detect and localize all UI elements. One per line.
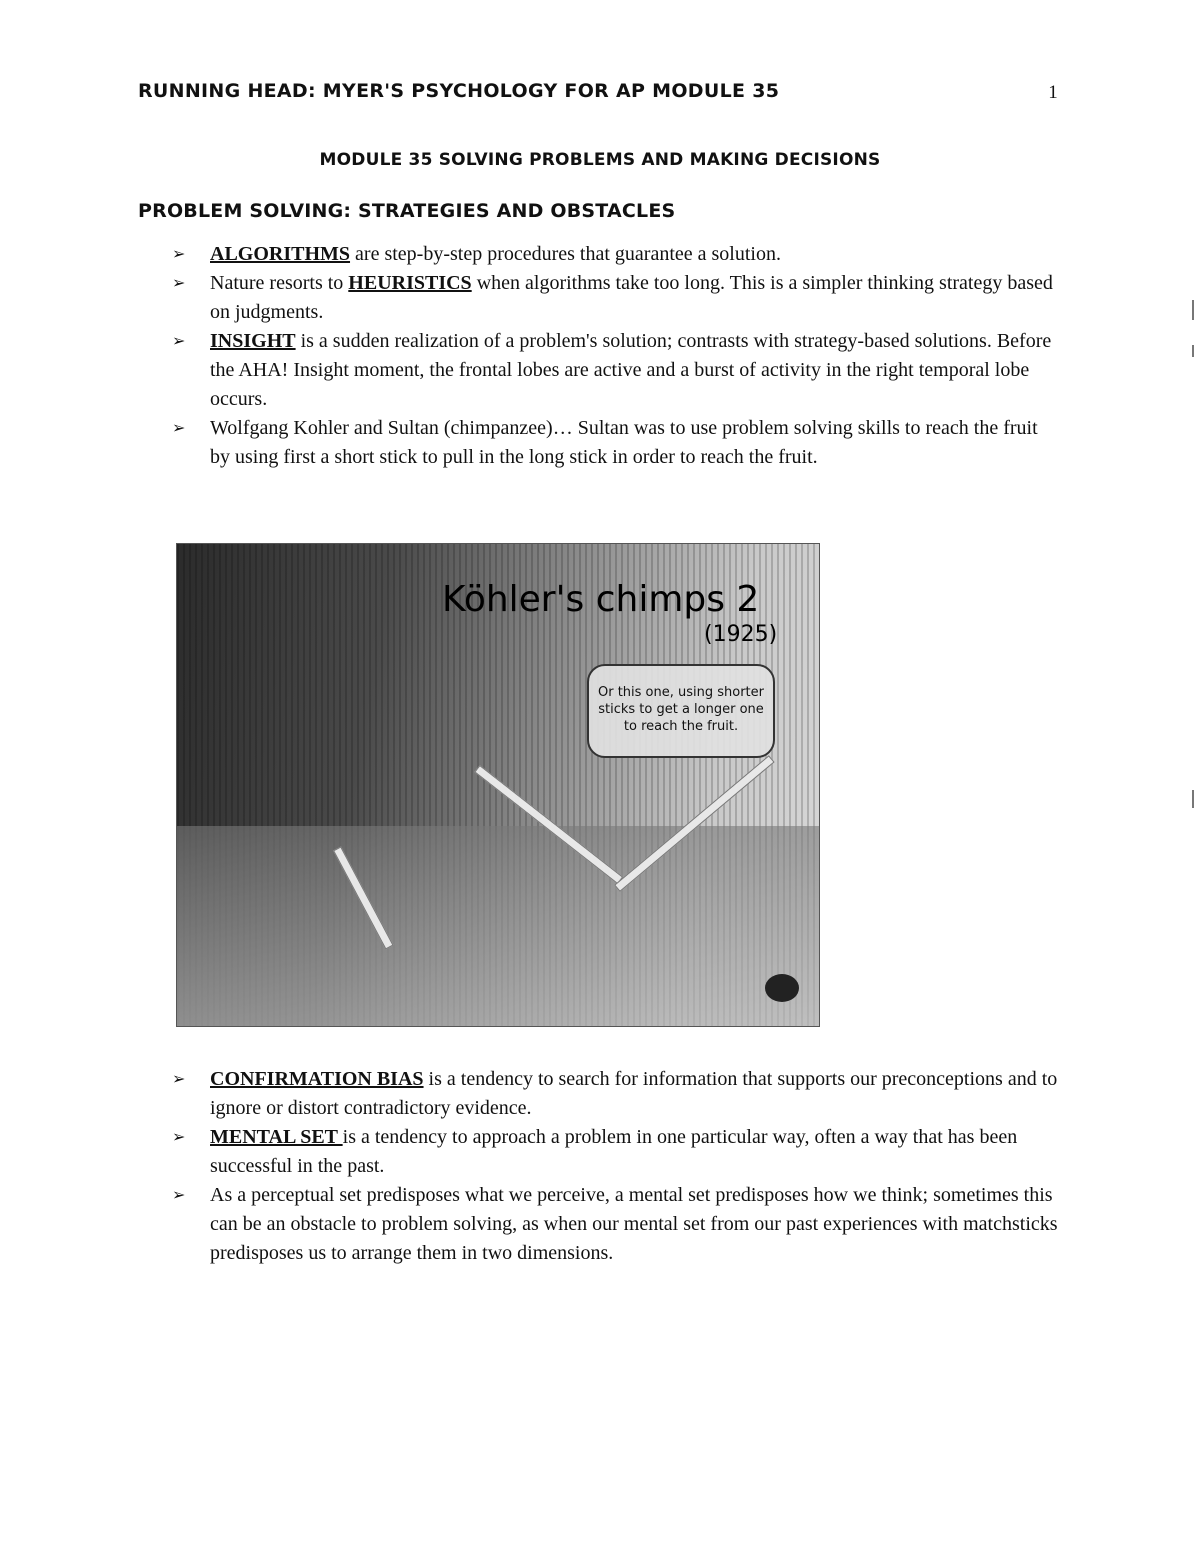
arrow-bullet-icon: ➢ [172, 1187, 186, 1204]
scan-edge-mark [1192, 300, 1194, 320]
kohler-chimps-photo [176, 543, 820, 1027]
bullet-heuristics [172, 269, 1062, 327]
term-algorithms: ALGORITHMS [210, 243, 351, 265]
arrow-bullet-icon: ➢ [172, 275, 186, 292]
arrow-bullet-icon: ➢ [172, 333, 186, 350]
fruit-icon [765, 974, 799, 1002]
bullet-text: are step-by-step procedures that guarantee a solution. [350, 243, 781, 265]
section-heading: PROBLEM SOLVING: STRATEGIES AND OBSTACLES [138, 200, 676, 222]
page-number: 1 [1048, 82, 1058, 103]
arrow-bullet-icon: ➢ [172, 246, 186, 263]
callout-bubble: Or this one, using shorter sticks to get a longer one to reach the fruit. [587, 664, 775, 758]
bullet-kohler [172, 414, 1062, 472]
scan-edge-mark [1192, 345, 1194, 357]
bullet-list-bottom [172, 1065, 1062, 1268]
slide-year: (1925) [704, 622, 778, 647]
bullet-text: is a tendency to search for information that supports our preconceptions and to ignore or distort contradictory evidence. [210, 1068, 1058, 1119]
bullet-text: is a sudden realization of a problem's solution; contrasts with strategy-based solutions. Before the AHA! Insight moment, the frontal lobes are active and a burst of activity in the right temporal lobe occurs. [210, 330, 1052, 410]
arrow-bullet-icon: ➢ [172, 420, 186, 437]
bullet-confirmation-bias [172, 1065, 1062, 1123]
term-heuristics: HEURISTICS [348, 272, 472, 294]
bullet-list-top [172, 240, 1062, 472]
arrow-bullet-icon: ➢ [172, 1129, 186, 1146]
slide-title: Köhler's chimps 2 [442, 579, 760, 620]
running-head-text: RUNNING HEAD: MYER'S PSYCHOLOGY FOR AP MODULE 35 [138, 80, 780, 102]
term-insight: INSIGHT [210, 330, 296, 352]
bullet-algorithms [172, 240, 1062, 269]
scan-edge-mark [1192, 790, 1194, 808]
bullet-pre: Nature resorts to [210, 272, 349, 294]
bullet-text: Wolfgang Kohler and Sultan (chimpanzee)… Sultan was to use problem solving skills to reach the fruit by using first a short stick to pull in the long stick in order to reach the fruit. [210, 417, 1038, 468]
term-mental-set: MENTAL SET [210, 1126, 343, 1148]
module-title: MODULE 35 SOLVING PROBLEMS AND MAKING DECISIONS [319, 150, 881, 170]
bullet-insight [172, 327, 1062, 414]
photo-floor [177, 826, 819, 1026]
bullet-text: is a tendency to approach a problem in one particular way, often a way that has been successful in the past. [210, 1126, 1018, 1177]
bullet-mental-set [172, 1123, 1062, 1181]
bullet-text: As a perceptual set predisposes what we perceive, a mental set predisposes how we think; sometimes this can be an obstacle to problem solving, as when our mental set from our past experiences with matchsticks predisposes us to arrange them in two dimensions. [210, 1184, 1058, 1264]
bullet-perceptual-set [172, 1181, 1062, 1268]
term-confirmation-bias: CONFIRMATION BIAS [210, 1068, 424, 1090]
bullet-text: when algorithms take too long. This is a simpler thinking strategy based on judgments. [210, 272, 1053, 323]
running-head [138, 80, 1058, 102]
arrow-bullet-icon: ➢ [172, 1071, 186, 1088]
